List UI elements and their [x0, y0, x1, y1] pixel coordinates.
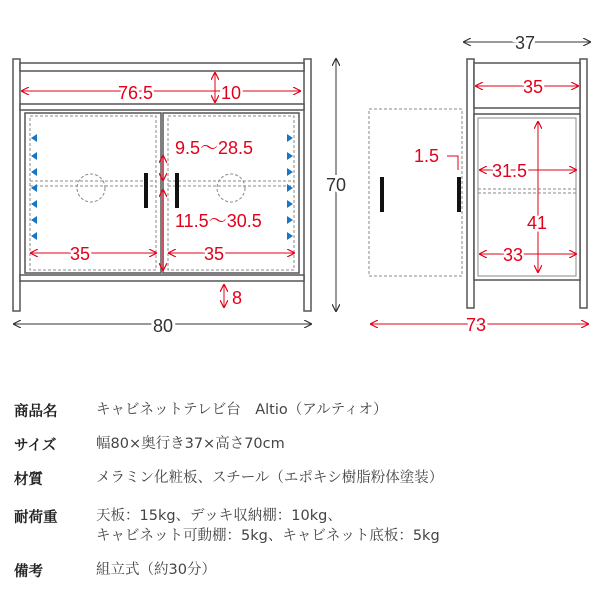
side-door-handle-inner: [457, 177, 461, 212]
dim-side-bottom-inner: 33: [503, 245, 524, 265]
front-view: [13, 59, 346, 336]
dim-side-depth: 37: [515, 33, 536, 53]
spec-label: 耐荷重: [14, 510, 58, 526]
dim-door-left-width: 35: [70, 244, 91, 264]
handle-right: [175, 173, 179, 208]
side-back-post: [580, 59, 587, 308]
spec-label: 備考: [14, 564, 43, 580]
front-top-board: [20, 63, 304, 71]
dim-side-top-inner: 35: [523, 77, 544, 97]
dim-leg-height: 8: [232, 288, 243, 308]
dim-door-right-width: 35: [204, 244, 225, 264]
front-bottom-board: [20, 275, 304, 281]
dim-side-inner-height: 41: [527, 213, 548, 233]
dim-shelf-range-upper: 9.5～28.5: [175, 138, 254, 158]
spec-label: 材質: [14, 472, 43, 488]
dim-top-opening-height: 10: [221, 83, 242, 103]
dim-top-opening-width: 76.5: [118, 83, 154, 103]
side-front-post: [467, 59, 474, 308]
front-left-door: [25, 113, 161, 273]
handle-left: [144, 173, 148, 208]
dim-side-door-thickness: 1.5: [414, 146, 440, 166]
dim-side-shelf-depth: 31.5: [492, 161, 528, 181]
dim-shelf-range-lower: 11.5～30.5: [175, 211, 262, 231]
front-right-post: [304, 59, 311, 311]
front-left-post: [13, 59, 20, 311]
spec-value: キャビネットテレビ台 Altio（アルティオ）: [96, 402, 388, 418]
dim-overall-width: 80: [153, 316, 174, 336]
front-deck-shelf: [20, 104, 304, 110]
dim-overall-height: 70: [326, 175, 347, 195]
spec-value: メラミン化粧板、スチール（エポキシ樹脂粉体塗装）: [96, 470, 444, 486]
spec-value: 組立式（約30分）: [96, 562, 216, 578]
side-door-handle: [380, 177, 384, 212]
spec-label: 商品名: [14, 404, 58, 420]
front-right-door: [163, 113, 299, 273]
side-view: [369, 33, 590, 335]
dim-side-depth-with-door: 73: [466, 315, 487, 335]
spec-value: 天板：15kg、デッキ収納棚：10kg、 キャビネット可動棚：5kg、キャビネット底板：5kg: [96, 508, 440, 544]
spec-label: サイズ: [14, 438, 57, 454]
spec-value: 幅80×奥行き37×高さ70cm: [96, 436, 285, 452]
side-cabinet-body: [474, 114, 580, 280]
